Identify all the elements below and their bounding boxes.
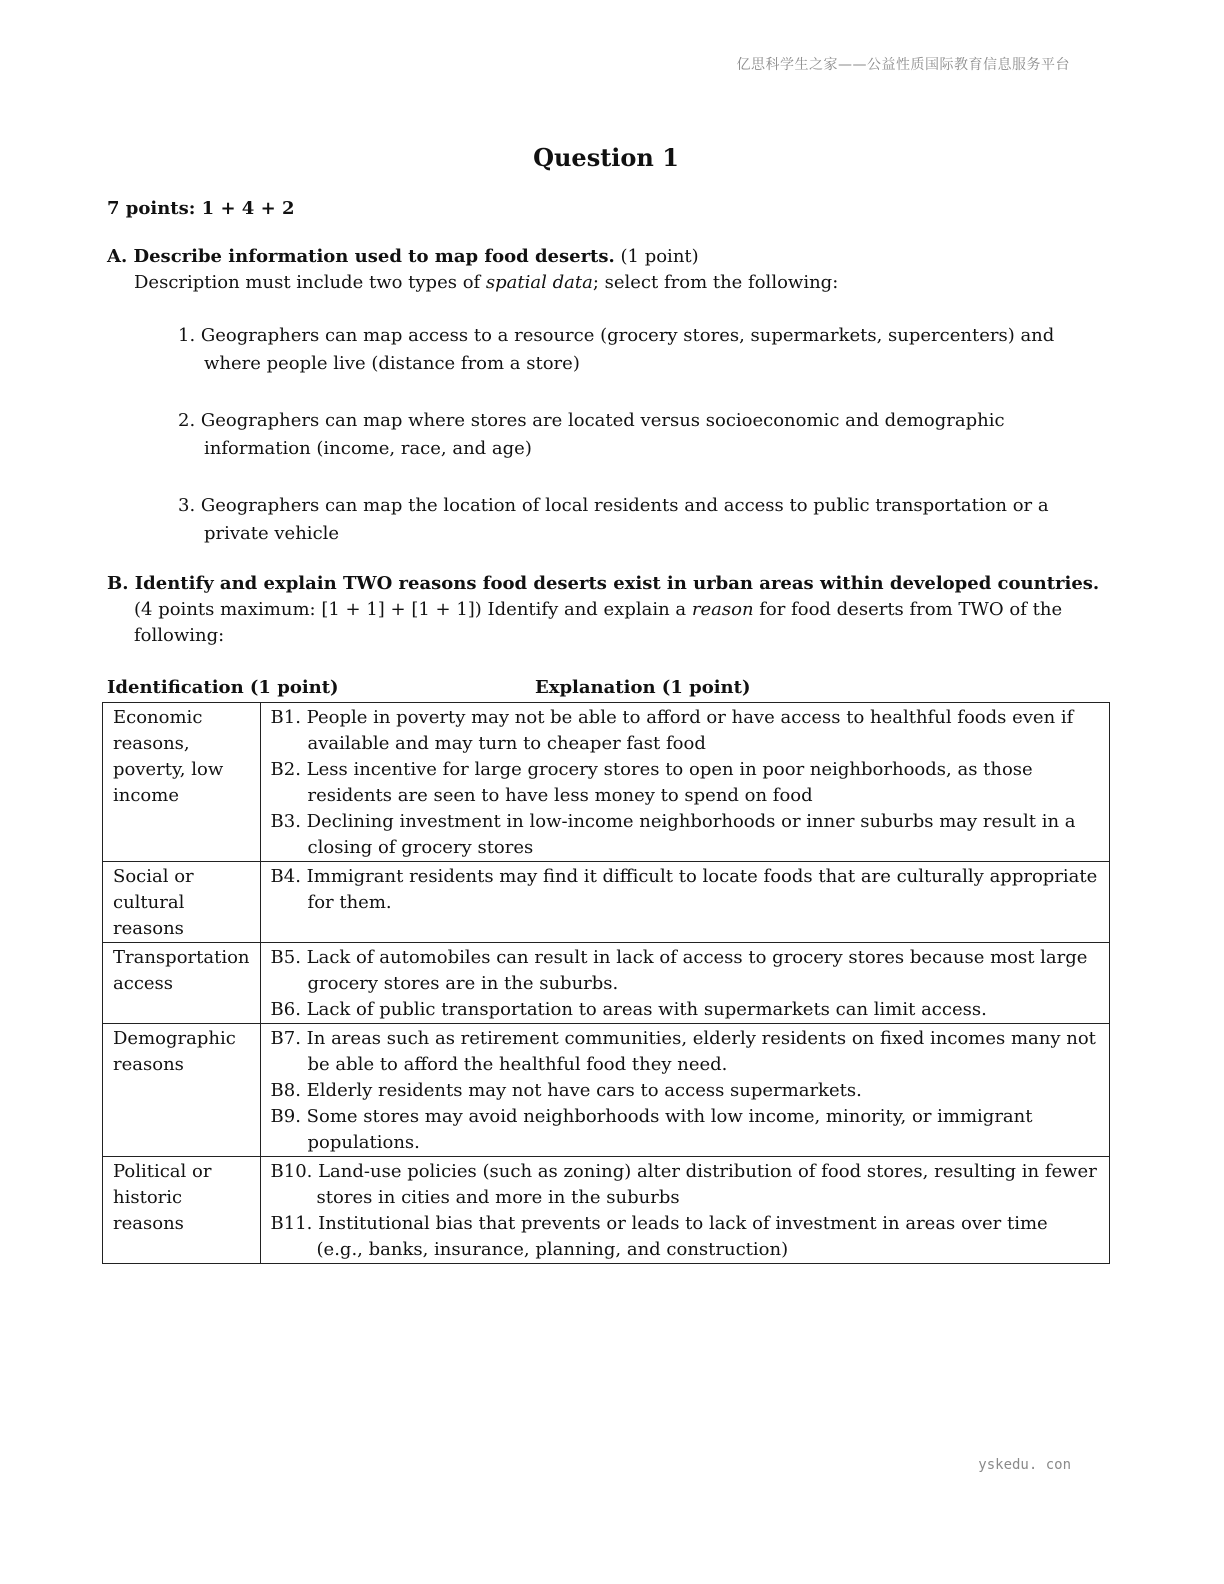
table-row (103, 1157, 1110, 1264)
table-row (103, 862, 1110, 943)
section-a-heading: A. Describe information used to map food deserts. (107, 246, 615, 267)
section-a (107, 244, 1107, 296)
list-item: 2. Geographers can map where stores are located versus socioeconomic and demographic information (income, race, and age) (178, 410, 1005, 459)
section-b-desc-pre: (4 points maximum: [1 + 1] + [1 + 1]) Identify and explain a (134, 599, 692, 620)
explanation-item: B7. In areas such as retirement communities, elderly residents on fixed incomes many not be able to afford the healthful food they need. (270, 1028, 1096, 1075)
explanation-cell (260, 943, 1109, 1024)
section-b-desc-em: reason (691, 599, 754, 620)
explanation-item: B3. Declining investment in low-income neighborhoods or inner suburbs may result in a closing of grocery stores (270, 811, 1076, 858)
section-b-description (107, 597, 1117, 649)
list-item: 3. Geographers can map the location of local residents and access to public transportation or a private vehicle (178, 495, 1049, 544)
identification-cell: Political or historic reasons (103, 1157, 261, 1264)
column-header-identification: Identification (1 point) (107, 677, 339, 698)
list-item: 1. Geographers can map access to a resource (grocery stores, supermarkets, supercenters) and where people live (distance from a store) (178, 325, 1055, 374)
explanation-item: B11. Institutional bias that prevents or leads to lack of investment in areas over time (e.g., banks, insurance, planning, and construction) (270, 1213, 1048, 1260)
explanation-cell (260, 1024, 1109, 1157)
identification-cell: Economic reasons, poverty, low income (103, 703, 261, 862)
explanation-cell (260, 862, 1109, 943)
explanation-cell (260, 1157, 1109, 1264)
section-a-desc-em: spatial data (485, 272, 593, 293)
explanation-cell (260, 703, 1109, 862)
footer-watermark-text: yskedu. con (978, 1457, 1071, 1473)
section-a-heading-line (107, 244, 1107, 270)
identification-cell: Social or cultural reasons (103, 862, 261, 943)
section-b-desc-post: for food deserts from TWO of the following: (134, 599, 1063, 646)
explanation-item: B8. Elderly residents may not have cars to access supermarkets. (270, 1080, 862, 1101)
explanation-item: B1. People in poverty may not be able to afford or have access to healthful foods even if available and may turn to cheaper fast food (270, 707, 1074, 754)
section-b (107, 571, 1117, 649)
header-watermark-text: 亿思科学生之家——公益性质国际教育信息服务平台 (736, 57, 1070, 73)
explanation-item: B4. Immigrant residents may find it difficult to locate foods that are culturally appropriate for them. (270, 866, 1098, 913)
table-row (103, 1024, 1110, 1157)
section-a-desc-post: ; select from the following: (592, 272, 839, 293)
section-a-list (178, 322, 1108, 577)
points-summary: 7 points: 1 + 4 + 2 (107, 198, 295, 219)
section-a-description (107, 270, 1107, 296)
criteria-table (102, 702, 1110, 1264)
section-a-points: (1 point) (620, 246, 699, 267)
identification-cell: Demographic reasons (103, 1024, 261, 1157)
explanation-item: B2. Less incentive for large grocery stores to open in poor neighborhoods, as those residents are seen to have less money to spend on food (270, 759, 1033, 806)
identification-cell: Transportation access (103, 943, 261, 1024)
page-title: Question 1 (533, 143, 679, 172)
explanation-item: B10. Land-use policies (such as zoning) alter distribution of food stores, resulting in fewer stores in cities and more in the suburbs (270, 1161, 1097, 1208)
section-a-desc-pre: Description must include two types of (134, 272, 486, 293)
table-row (103, 703, 1110, 862)
explanation-item: B9. Some stores may avoid neighborhoods with low income, minority, or immigrant populations. (270, 1106, 1033, 1153)
explanation-item: B5. Lack of automobiles can result in lack of access to grocery stores because most large grocery stores are in the suburbs. (270, 947, 1088, 994)
section-b-heading: B. Identify and explain TWO reasons food deserts exist in urban areas within developed countries. (107, 573, 1100, 594)
explanation-item: B6. Lack of public transportation to areas with supermarkets can limit access. (270, 999, 987, 1020)
table-row (103, 943, 1110, 1024)
column-header-explanation: Explanation (1 point) (535, 677, 751, 698)
